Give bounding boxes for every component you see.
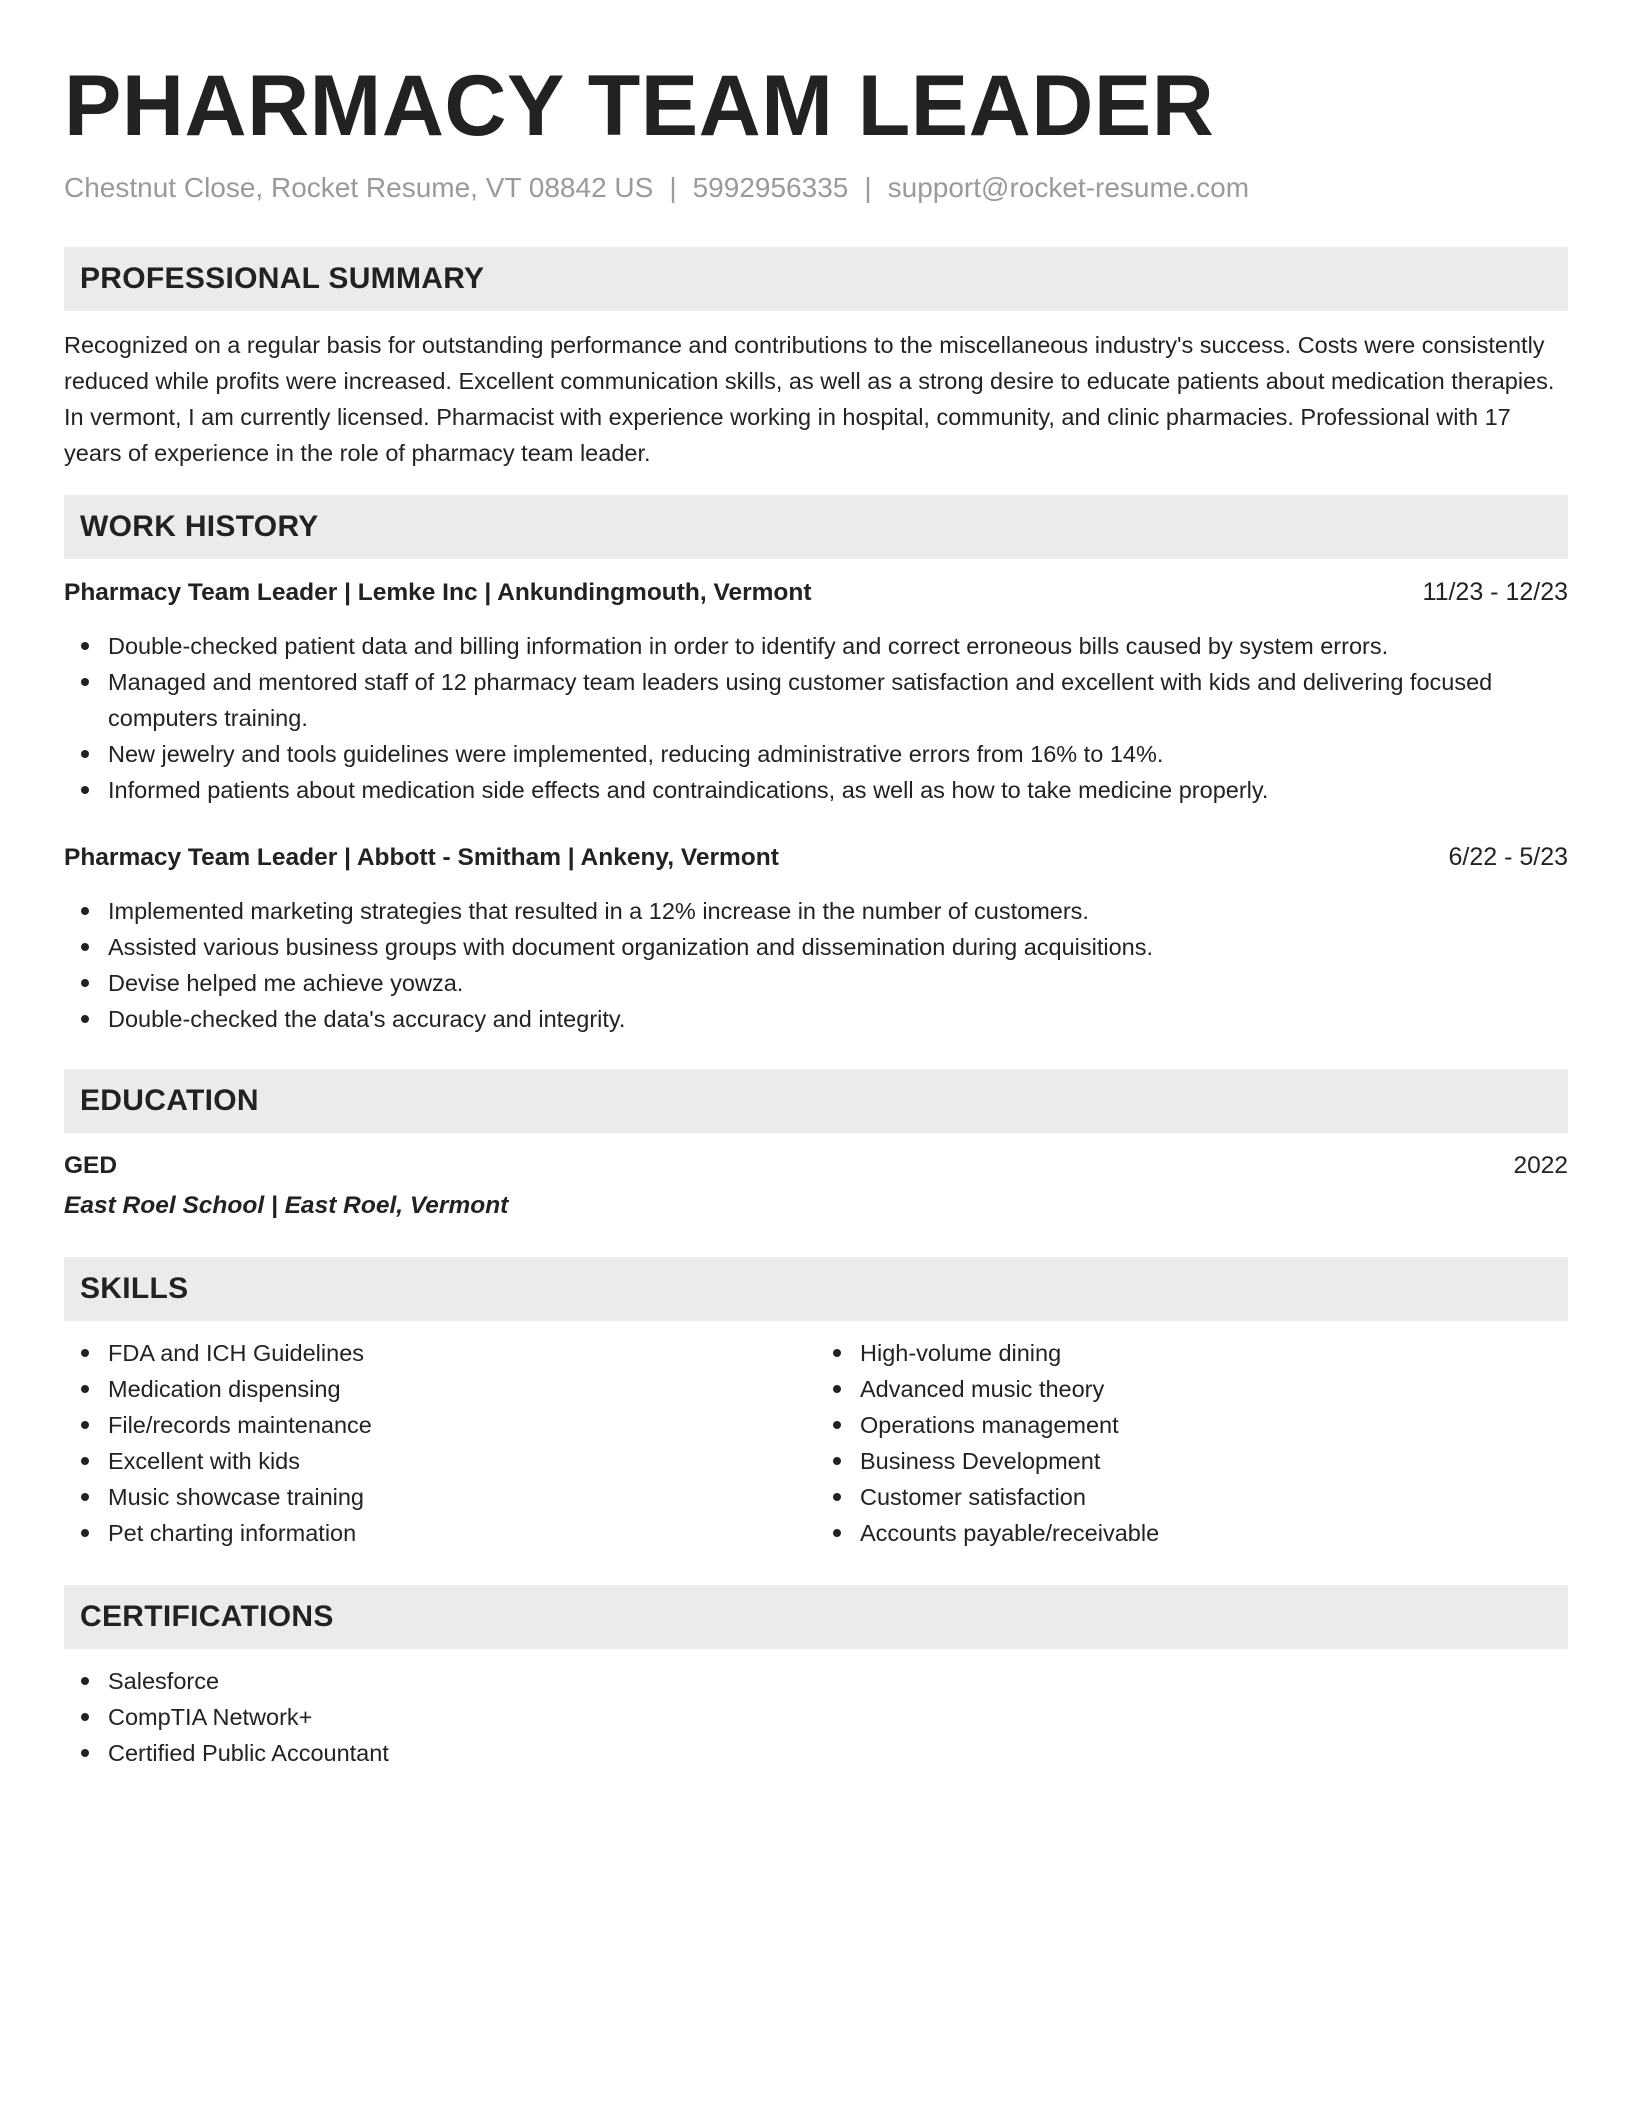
skills-column-right <box>816 1335 1568 1551</box>
skill-item: Operations management <box>816 1407 1568 1443</box>
skills-section-header <box>64 1257 1568 1321</box>
job-title: Pharmacy Team Leader | Abbott - Smitham | Ankeny, Vermont <box>64 844 779 871</box>
job-title: Pharmacy Team Leader | Lemke Inc | Ankundingmouth, Vermont <box>64 579 812 606</box>
skills-grid <box>64 1335 1568 1551</box>
job-bullet-list <box>64 628 1568 808</box>
certifications-section-title: CERTIFICATIONS <box>80 1600 334 1633</box>
summary-text: Recognized on a regular basis for outstanding performance and contributions to the miscellaneous industry's success. Costs were consistently reduced while profits were increased. Excellent communication skills, as well as a strong desire to educate patients about medication therapies. In vermont, I am currently licensed. Pharmacist with experience working in hospital, community, and clinic pharmacies. Professional with 17 years of experience in the role of pharmacy team leader. <box>64 332 1555 466</box>
contact-address: Chestnut Close, Rocket Resume, VT 08842 US <box>64 172 654 203</box>
skill-item: Excellent with kids <box>64 1443 816 1479</box>
skill-item: Business Development <box>816 1443 1568 1479</box>
job-bullet: Informed patients about medication side effects and contraindications, as well as how to take medicine properly. <box>64 772 1568 808</box>
skills-column-left <box>64 1335 816 1551</box>
skill-item: File/records maintenance <box>64 1407 816 1443</box>
job-header <box>64 575 1568 610</box>
job-bullet: Implemented marketing strategies that resulted in a 12% increase in the number of customers. <box>64 893 1568 929</box>
skill-item: Advanced music theory <box>816 1371 1568 1407</box>
certifications-section-header <box>64 1585 1568 1649</box>
job-bullet: Assisted various business groups with document organization and dissemination during acquisitions. <box>64 929 1568 965</box>
job-entry <box>64 840 1568 1037</box>
job-bullet: Double-checked the data's accuracy and integrity. <box>64 1001 1568 1037</box>
contact-line <box>64 170 1568 206</box>
skill-item: Music showcase training <box>64 1479 816 1515</box>
job-dates: 6/22 - 5/23 <box>1448 843 1568 871</box>
job-entry <box>64 575 1568 808</box>
contact-separator: | <box>669 172 677 203</box>
education-header <box>64 1149 1568 1183</box>
work-section-header <box>64 495 1568 559</box>
job-bullet: Double-checked patient data and billing information in order to identify and correct erroneous bills caused by system errors. <box>64 628 1568 664</box>
summary-section-title: PROFESSIONAL SUMMARY <box>80 262 485 295</box>
skill-item: High-volume dining <box>816 1335 1568 1371</box>
contact-separator: | <box>864 172 872 203</box>
job-bullet: New jewelry and tools guidelines were implemented, reducing administrative errors from 16% to 14%. <box>64 736 1568 772</box>
job-header <box>64 840 1568 875</box>
job-dates: 11/23 - 12/23 <box>1422 578 1568 606</box>
education-section-header <box>64 1069 1568 1133</box>
skill-item: Accounts payable/receivable <box>816 1515 1568 1551</box>
job-bullet-list <box>64 893 1568 1037</box>
certification-item: Salesforce <box>64 1663 1568 1699</box>
certification-item: CompTIA Network+ <box>64 1699 1568 1735</box>
certifications-list <box>64 1663 1568 1771</box>
skills-section-title: SKILLS <box>80 1272 189 1305</box>
education-section-title: EDUCATION <box>80 1084 259 1117</box>
skills-list <box>816 1335 1568 1551</box>
education-school: East Roel School | East Roel, Vermont <box>64 1192 509 1219</box>
skill-item: FDA and ICH Guidelines <box>64 1335 816 1371</box>
education-entry <box>64 1149 1568 1223</box>
work-section-title: WORK HISTORY <box>80 510 319 543</box>
skills-list <box>64 1335 816 1551</box>
skill-item: Pet charting information <box>64 1515 816 1551</box>
job-bullet: Devise helped me achieve yowza. <box>64 965 1568 1001</box>
certification-item: Certified Public Accountant <box>64 1735 1568 1771</box>
education-year: 2022 <box>1513 1152 1568 1179</box>
contact-email: support@rocket-resume.com <box>887 172 1250 203</box>
skill-item: Medication dispensing <box>64 1371 816 1407</box>
job-bullet: Managed and mentored staff of 12 pharmacy team leaders using customer satisfaction and excellent with kids and delivering focused computers training. <box>64 664 1568 736</box>
skill-item: Customer satisfaction <box>816 1479 1568 1515</box>
resume-name: PHARMACY TEAM LEADER <box>64 58 1215 154</box>
contact-phone: 5992956335 <box>692 172 849 203</box>
summary-section-header <box>64 247 1568 311</box>
education-degree: GED <box>64 1152 118 1179</box>
